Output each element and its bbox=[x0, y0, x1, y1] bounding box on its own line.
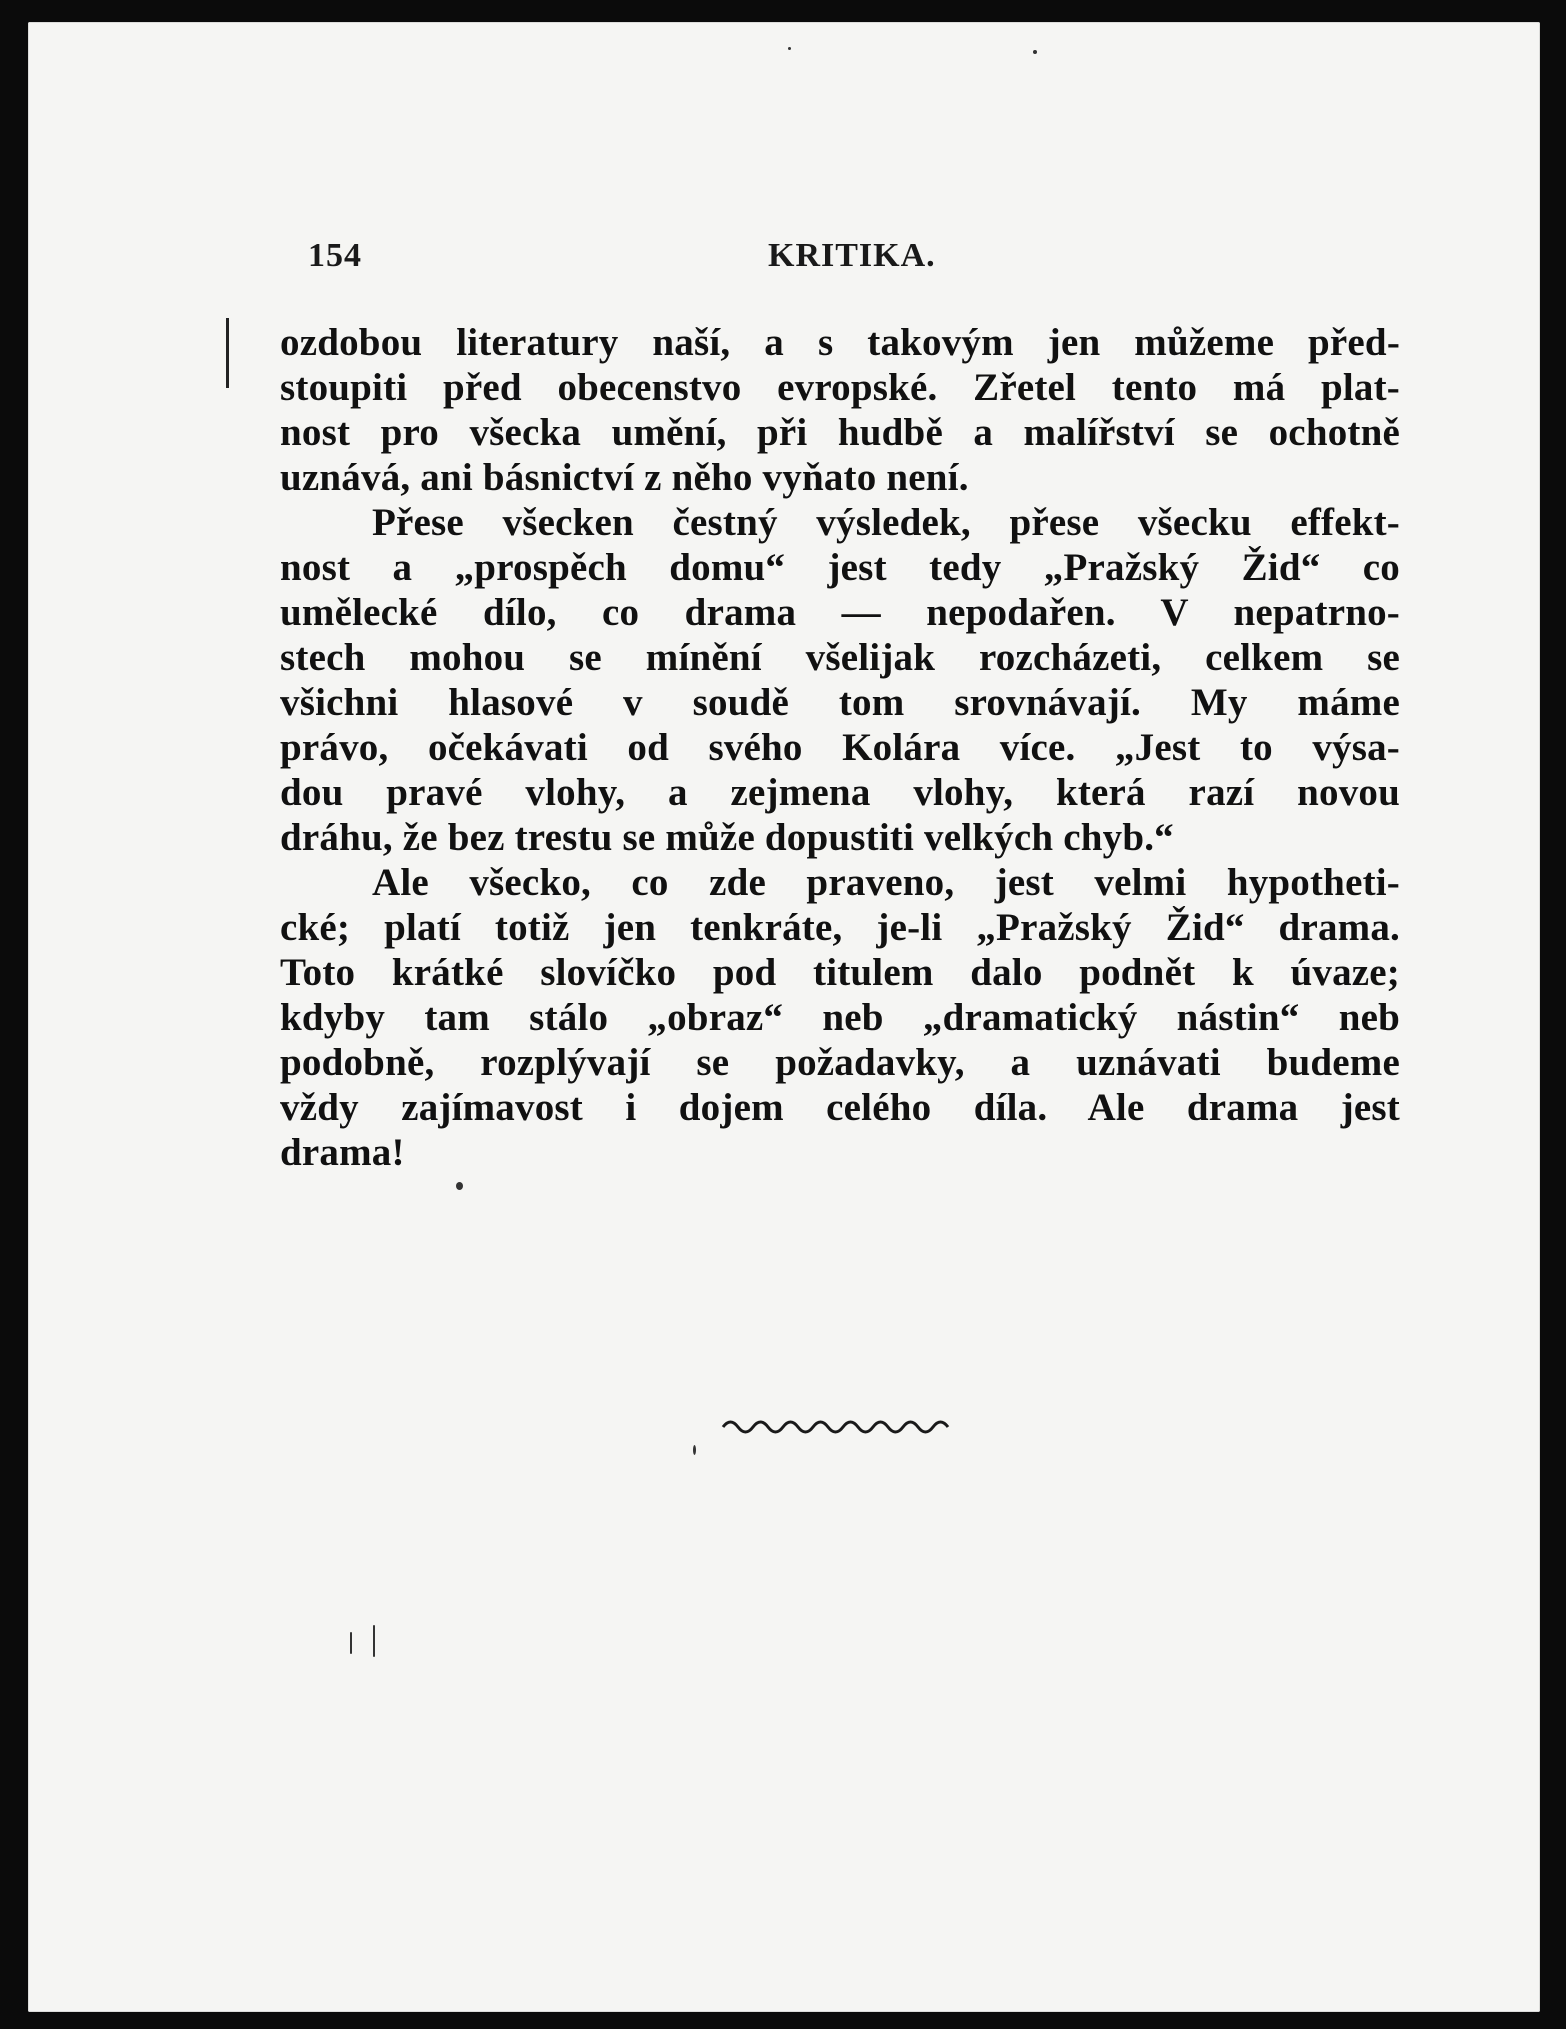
text-line: nost pro všecka umění, při hudbě a malířství se ochotně bbox=[280, 411, 1400, 454]
print-speck bbox=[456, 1182, 463, 1190]
text-line: cké; platí totiž jen tenkráte, je-li „Pražský Žid“ drama. bbox=[280, 906, 1400, 949]
end-ornament-wave-icon bbox=[718, 1412, 958, 1442]
running-title: KRITIKA. bbox=[768, 237, 936, 274]
text-line: Ale všecko, co zde praveno, jest velmi hypotheti- bbox=[372, 861, 1400, 904]
text-line: nost a „prospěch domu“ jest tedy „Pražský Žid“ co bbox=[280, 546, 1400, 589]
text-line: podobně, rozplývají se požadavky, a uznávati budeme bbox=[280, 1041, 1400, 1084]
page-number: 154 bbox=[308, 237, 362, 274]
text-line: dráhu, že bez trestu se může dopustiti velkých chyb.“ bbox=[280, 816, 1174, 859]
page-header bbox=[278, 227, 1398, 287]
margin-mark bbox=[226, 318, 229, 388]
print-speck bbox=[373, 1625, 375, 1657]
text-line: stoupiti před obecenstvo evropské. Zřetel tento má plat- bbox=[280, 366, 1400, 409]
text-line: stech mohou se mínění všelijak rozcházeti, celkem se bbox=[280, 636, 1400, 679]
text-line: drama! bbox=[280, 1131, 405, 1174]
text-line: všichni hlasové v soudě tom srovnávají. My máme bbox=[280, 681, 1400, 724]
text-line: uznává, ani básnictví z něho vyňato není. bbox=[280, 456, 969, 499]
print-speck bbox=[693, 1445, 696, 1455]
print-speck bbox=[1033, 50, 1037, 54]
text-line: kdyby tam stálo „obraz“ neb „dramatický nástin“ neb bbox=[280, 996, 1400, 1039]
text-line: vždy zajímavost i dojem celého díla. Ale drama jest bbox=[280, 1086, 1400, 1129]
book-page bbox=[28, 22, 1540, 2012]
text-line: Toto krátké slovíčko pod titulem dalo podnět k úvaze; bbox=[280, 951, 1400, 994]
text-line: dou pravé vlohy, a zejmena vlohy, která razí novou bbox=[280, 771, 1400, 814]
text-line: ozdobou literatury naší, a s takovým jen můžeme před- bbox=[280, 321, 1400, 364]
print-speck bbox=[350, 1632, 352, 1654]
print-speck bbox=[788, 47, 791, 50]
text-line: právo, očekávati od svého Kolára více. „Jest to výsa- bbox=[280, 726, 1400, 769]
body-text bbox=[280, 320, 1400, 1175]
text-line: umělecké dílo, co drama — nepodařen. V nepatrno- bbox=[280, 591, 1400, 634]
text-line: Přese všecken čestný výsledek, přese všecku effekt- bbox=[372, 501, 1400, 544]
